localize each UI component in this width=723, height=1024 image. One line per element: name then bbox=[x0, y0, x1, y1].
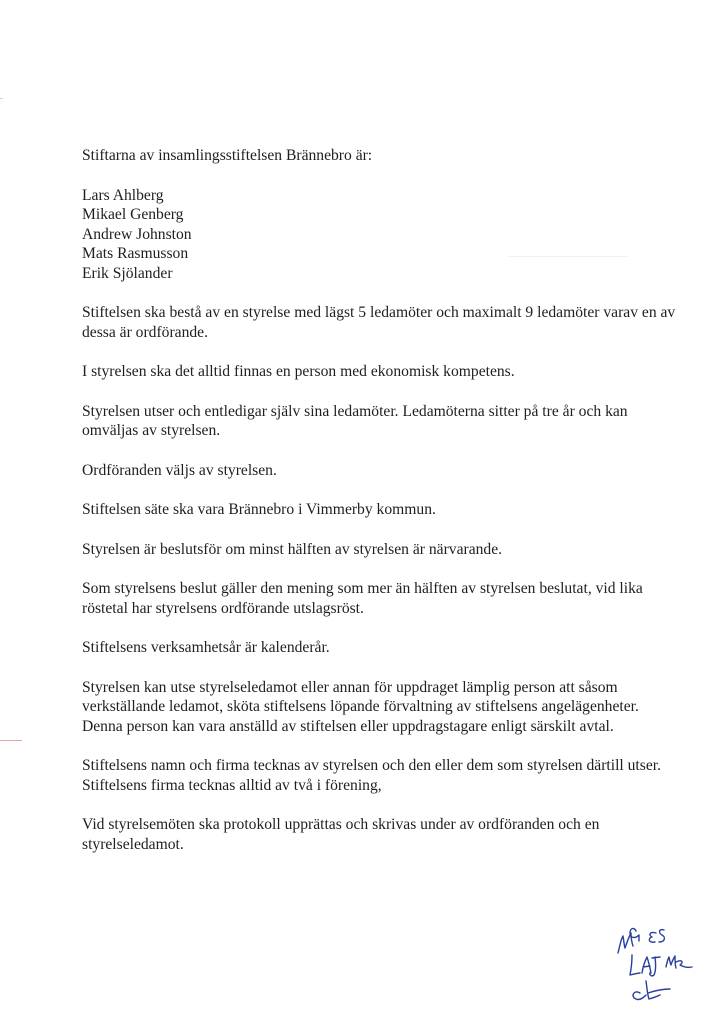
paragraph-competence: I styrelsen ska det alltid finnas en person med ekonomisk kompetens. bbox=[82, 363, 515, 380]
paragraph-board-size: Stiftelsen ska bestå av en styrelse med lägst 5 ledamöter och maximalt 9 ledamöter varav en av dessa är ordförande. bbox=[82, 304, 676, 341]
founders-list bbox=[82, 186, 682, 284]
founder-name: Erik Sjölander bbox=[82, 264, 173, 282]
paragraph-appointment: Styrelsen utser och entledigar själv sina ledamöter. Ledamöterna sitter på tre år och kan omväljas av styrelsen. bbox=[82, 402, 628, 439]
paragraph-chair: Ordföranden väljs av styrelsen. bbox=[82, 461, 277, 479]
initials-es bbox=[649, 930, 664, 943]
scan-mark-left bbox=[0, 740, 22, 741]
initials-bottom bbox=[633, 981, 670, 1000]
intro-line: Stiftarna av insamlingsstiftelsen Brännebro är: bbox=[82, 147, 373, 164]
initials-mg bbox=[618, 929, 639, 953]
paragraph-minutes: Vid styrelsemöten ska protokoll upprättas och skrivas under av ordföranden och en styrelseledamot. bbox=[82, 816, 600, 853]
initials-la-aj bbox=[630, 955, 660, 976]
scan-mark-top bbox=[0, 98, 3, 99]
paragraph-voting: Som styrelsens beslut gäller den mening som mer än hälften av styrelsen beslutat, vid lika röstetal har styrelsens ordförande utslagsröst. bbox=[82, 580, 643, 617]
initials-mr bbox=[666, 956, 692, 968]
paragraph-fiscal-year: Stiftelsens verksamhetsår är kalenderår. bbox=[82, 639, 330, 656]
paragraph-executive: Styrelsen kan utse styrelseledamot eller annan för uppdraget lämplig person att såsom verkställande ledamot, sköta stiftelsens löpande förvaltning av stiftelsens angelägenheter. Denna person kan vara anställd av stiftelsen eller uppdragstagare enligt särskilt avtal. bbox=[82, 678, 639, 735]
founder-name: Lars Ahlberg bbox=[82, 186, 164, 204]
body-text bbox=[82, 146, 682, 874]
handwritten-initials bbox=[612, 915, 712, 1010]
paragraph-signatory: Stiftelsens namn och firma tecknas av styrelsen och den eller dem som styrelsen därtill utser. Stiftelsens firma tecknas alltid av två i förening, bbox=[82, 757, 661, 794]
founder-name: Mikael Genberg bbox=[82, 206, 184, 223]
founder-name: Andrew Johnston bbox=[82, 225, 192, 243]
paragraph-quorum: Styrelsen är beslutsför om minst hälften av styrelsen är närvarande. bbox=[82, 540, 503, 558]
paragraph-seat: Stiftelsen säte ska vara Brännebro i Vimmerby kommun. bbox=[82, 501, 436, 518]
founder-name: Mats Rasmusson bbox=[82, 245, 189, 262]
